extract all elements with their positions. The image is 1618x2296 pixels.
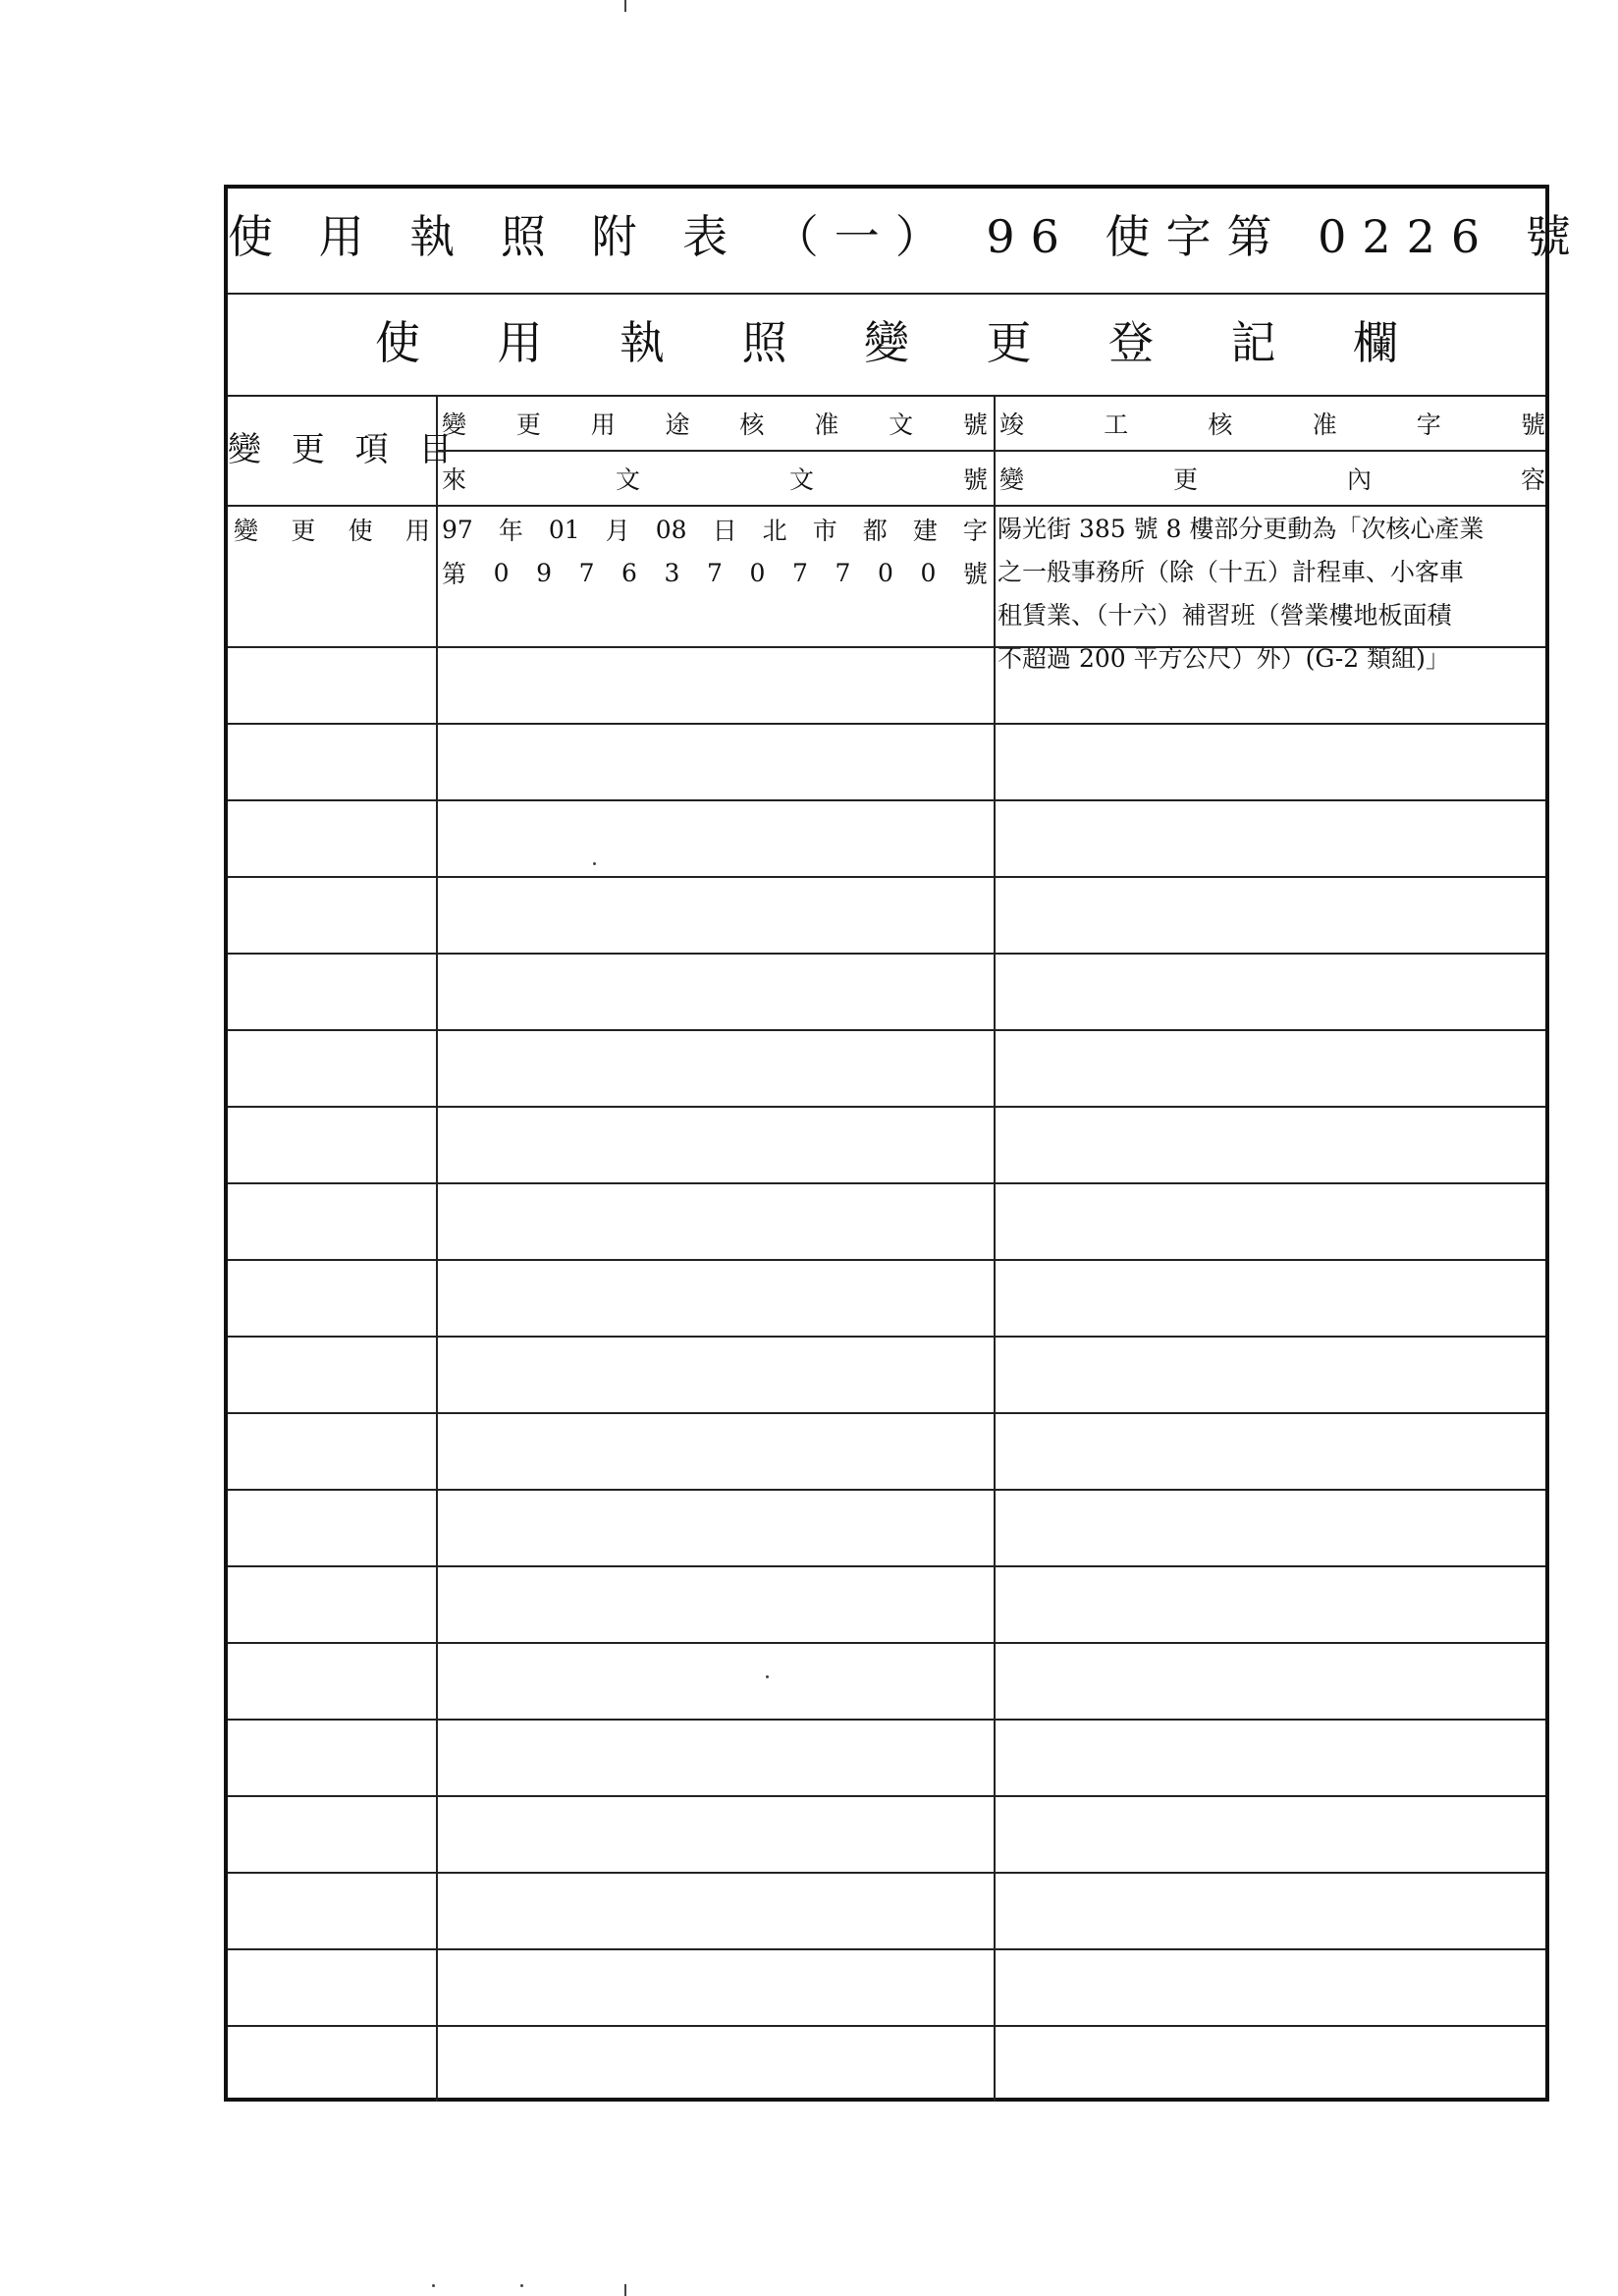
header-char: 核: [739, 410, 765, 439]
row-char: 7: [791, 558, 808, 587]
header-completion-no: [996, 397, 1549, 450]
scan-speck: [624, 2284, 626, 2296]
header-char: 文: [615, 465, 640, 494]
row-divider: [228, 1719, 1545, 1721]
subtitle-char: 欄: [1353, 316, 1398, 369]
row-divider: [228, 1182, 1545, 1184]
row-content-line: 陽光街 385 號 8 樓部分更動為「次核心產業: [998, 515, 1484, 543]
row-divider: [228, 1872, 1545, 1874]
scan-speck: [593, 862, 596, 865]
row-char: 0: [877, 558, 893, 587]
header-char: 更: [515, 410, 541, 439]
row-char: 使: [348, 517, 373, 545]
column-divider: [436, 395, 438, 2102]
header-char: 文: [788, 465, 814, 494]
row-char: 97: [442, 515, 473, 544]
header-char: 工: [1104, 410, 1129, 439]
row-char: 北: [762, 517, 787, 545]
header-change-content: [996, 452, 1549, 505]
row-divider: [228, 1795, 1545, 1797]
subtitle-char: 更: [986, 316, 1032, 369]
row-approval-line2: [438, 552, 992, 593]
subtitle-char: 執: [620, 316, 665, 369]
row-divider: [228, 876, 1545, 878]
row-divider: [228, 723, 1545, 725]
row-char: 字: [962, 517, 988, 545]
header-char: 變: [999, 465, 1025, 494]
subtitle-char: 照: [741, 316, 787, 369]
row-approval-line1: [438, 509, 992, 550]
header-char: 號: [962, 410, 988, 439]
row-char: 0: [920, 558, 937, 587]
row-divider: [228, 1029, 1545, 1031]
row-char: 用: [404, 517, 430, 545]
row-char: 6: [621, 558, 637, 587]
row-divider: [228, 646, 1545, 648]
row-divider: [228, 1412, 1545, 1414]
row-divider: [228, 1336, 1545, 1338]
header-char: 用: [590, 410, 616, 439]
row-char: 建: [912, 517, 938, 545]
row-char: 0: [749, 558, 766, 587]
header-char: 變: [442, 410, 467, 439]
row-item: [230, 509, 434, 550]
scan-speck: [520, 2284, 523, 2287]
row-content-line: 之一般事務所（除（十五）計程車、小客車: [998, 558, 1465, 586]
scan-speck: [432, 2284, 435, 2287]
scan-speck: [766, 1675, 769, 1678]
row-char: 0: [493, 558, 510, 587]
header-char: 內: [1346, 465, 1372, 494]
row-char: 年: [498, 517, 523, 545]
header-char: 准: [1312, 410, 1337, 439]
row-divider: [228, 1948, 1545, 1950]
row-char: 08: [655, 515, 687, 544]
section-subtitle: [228, 308, 1545, 377]
row-char: 變: [234, 517, 259, 545]
registration-table-frame: [224, 185, 1587, 2102]
header-char: 文: [889, 410, 914, 439]
header-char: 准: [814, 410, 839, 439]
row-divider: [228, 1259, 1545, 1261]
header-char: 號: [962, 465, 988, 494]
header-item-label: 變 更 項 目: [228, 430, 462, 469]
scan-speck: [624, 0, 626, 12]
row-char: 7: [707, 558, 723, 587]
header-char: 字: [1416, 410, 1441, 439]
header-approval-doc: [438, 397, 992, 450]
row-char: 9: [536, 558, 552, 587]
row-char: 第: [442, 560, 467, 588]
row-char: 月: [605, 517, 630, 545]
row-char: 3: [664, 558, 680, 587]
row-char: 7: [835, 558, 851, 587]
row-char: 7: [578, 558, 595, 587]
row-divider: [228, 1106, 1545, 1108]
header-char: 核: [1208, 410, 1233, 439]
header-char: 竣: [999, 410, 1025, 439]
header-incoming-doc: [438, 452, 992, 505]
row-char: 市: [812, 517, 837, 545]
subtitle-char: 使: [375, 316, 420, 369]
subtitle-char: 變: [864, 316, 909, 369]
subtitle-char: 記: [1230, 316, 1276, 369]
row-divider: [228, 799, 1545, 801]
subtitle-char: 登: [1108, 316, 1154, 369]
divider: [228, 293, 1545, 295]
divider: [228, 505, 1545, 507]
row-content-line: 租賃業、（十六）補習班（營業樓地板面積: [998, 601, 1452, 629]
row-char: 都: [862, 517, 888, 545]
row-char: 01: [548, 515, 580, 544]
header-char: 途: [665, 410, 690, 439]
row-divider: [228, 1642, 1545, 1644]
header-char: 號: [1520, 410, 1545, 439]
row-divider: [228, 1565, 1545, 1567]
row-divider: [228, 2025, 1545, 2027]
header-char: 更: [1172, 465, 1198, 494]
header-char: 容: [1520, 465, 1545, 494]
column-divider: [994, 395, 996, 2102]
page-title: 使 用 執 照 附 表 （一） 96 使字第 0226 號: [228, 210, 1587, 263]
row-content-line: 不超過 200 平方公尺）外）(G-2 類組)」: [998, 644, 1450, 673]
header-char: 來: [442, 465, 467, 494]
row-divider: [228, 953, 1545, 955]
row-divider: [228, 1489, 1545, 1491]
row-char: 日: [712, 517, 737, 545]
row-char: 更: [291, 517, 316, 545]
row-char: 號: [962, 560, 988, 588]
subtitle-char: 用: [497, 316, 543, 369]
